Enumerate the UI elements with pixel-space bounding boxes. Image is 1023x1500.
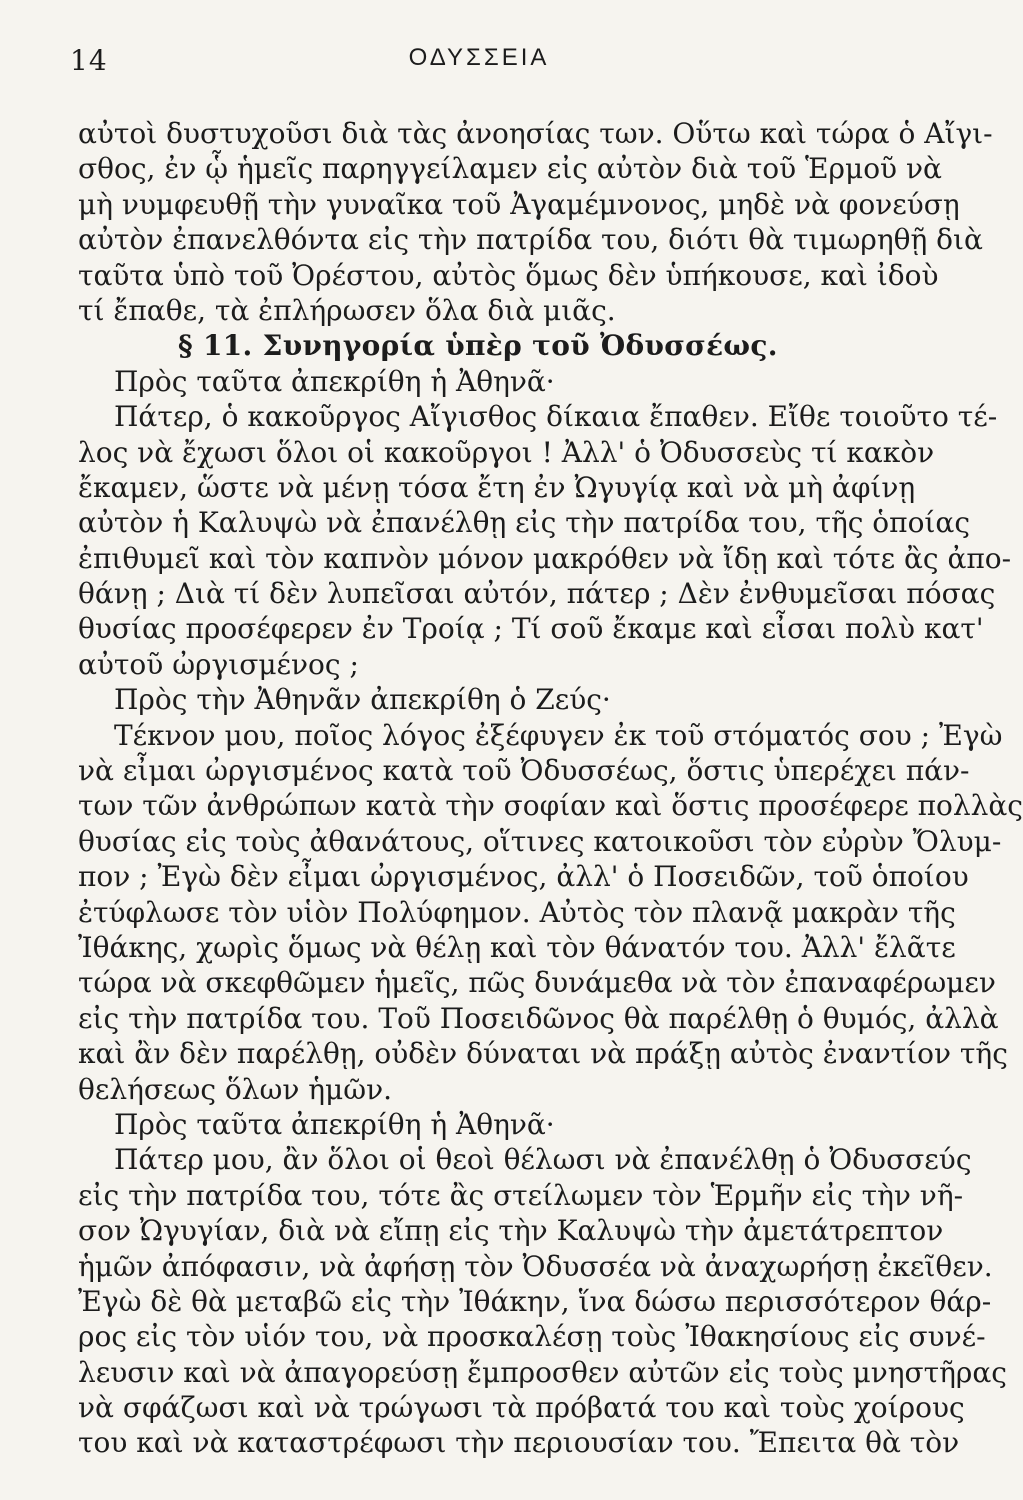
text-line: του καὶ νὰ καταστρέφωσι τὴν περιουσίαν του. Ἔπειτα θὰ τὸν [78,1426,960,1460]
text-line: θυσίας εἰς τοὺς ἀθανάτους, οἵτινες κατοικοῦσι τὸν εὐρὺν Ὄλυμ- [78,824,1002,858]
text-line: ρος εἰς τὸν υἱόν του, νὰ προσκαλέσῃ τοὺς Ἰθακησίους εἰς συνέ- [78,1320,986,1354]
text-line: θυσίας προσέφερεν ἐν Τροίᾳ ; Τί σοῦ ἔκαμε καὶ εἶσαι πολὺ κατ' [78,612,984,646]
text-line: εἰς τὴν πατρίδα του. Τοῦ Ποσειδῶνος θὰ παρέλθῃ ὁ θυμός, ἀλλὰ [78,1001,999,1035]
section-heading: § 11. Συνηγορία ὑπὲρ τοῦ Ὀδυσσέως. [178,329,778,363]
text-line: νὰ σφάζωσι καὶ νὰ τρώγωσι τὰ πρόβατά του καὶ τοὺς χοίρους [78,1391,965,1425]
text-line: Ἐγὼ δὲ θὰ μεταβῶ εἰς τὴν Ἰθάκην, ἵνα δώσω περισσότερον θάρ- [78,1284,992,1318]
text-line: λευσιν καὶ νὰ ἀπαγορεύσῃ ἔμπροσθεν αὐτῶν εἰς τοὺς μνηστῆρας [78,1355,1007,1389]
text-line: Πρὸς ταῦτα ἀπεκρίθη ἡ Ἀθηνᾶ· [114,1107,555,1141]
text-line: τί ἔπαθε, τὰ ἐπλήρωσεν ὅλα διὰ μιᾶς. [78,293,616,327]
text-line: πον ; Ἐγὼ δὲν εἶμαι ὠργισμένος, ἀλλ' ὁ Ποσειδῶν, τοῦ ὁποίου [78,860,969,894]
page-header [70,44,888,84]
text-line: αὐτοῦ ὠργισμένος ; [78,647,359,681]
page-number: 14 [70,44,108,77]
text-line: αὐτοὶ δυστυχοῦσι διὰ τὰς ἀνοησίας των. Οὕτω καὶ τώρα ὁ Αἴγι- [78,117,993,150]
text-line: σθος, ἐν ᾧ ἡμεῖς παρηγγείλαμεν εἰς αὐτὸν διὰ τοῦ Ἑρμοῦ νὰ [78,152,942,186]
text-line: θάνῃ ; Διὰ τί δὲν λυπεῖσαι αὐτόν, πάτερ ; Δὲν ἐνθυμεῖσαι πόσας [78,577,996,611]
text-line: μὴ νυμφευθῇ τὴν γυναῖκα τοῦ Ἀγαμέμνονος, μηδὲ νὰ φονεύσῃ [78,187,960,221]
text-line: καὶ ἂν δὲν παρέλθῃ, οὐδὲν δύναται νὰ πράξῃ αὐτὸς ἐναντίον τῆς [78,1037,1008,1071]
text-line: Τέκνον μου, ποῖος λόγος ἐξέφυγεν ἐκ τοῦ στόματός σου ; Ἐγὼ [114,718,1003,752]
text-line: αὐτὸν ἡ Καλυψὼ νὰ ἐπανέλθῃ εἰς τὴν πατρίδα του, τῆς ὁποίας [78,506,970,540]
text-line: Πρὸς τὴν Ἀθηνᾶν ἀπεκρίθη ὁ Ζεύς· [114,683,611,717]
text-line: λος νὰ ἔχωσι ὅλοι οἱ κακοῦργοι ! Ἀλλ' ὁ Ὀδυσσεὺς τί κακὸν [78,435,935,469]
text-line: Πάτερ, ὁ κακοῦργος Αἴγισθος δίκαια ἔπαθεν. Εἴθε τοιοῦτο τέ- [114,400,998,434]
text-line: τώρα νὰ σκεφθῶμεν ἡμεῖς, πῶς δυνάμεθα νὰ τὸν ἐπαναφέρωμεν [78,966,996,1000]
text-line: θελήσεως ὅλων ἡμῶν. [78,1072,393,1106]
text-line: ἔκαμεν, ὥστε νὰ μένῃ τόσα ἔτη ἐν Ὠγυγίᾳ καὶ νὰ μὴ ἀφίνῃ [78,470,916,504]
body-text [78,116,1023,1461]
text-line: Πάτερ μου, ἂν ὅλοι οἱ θεοὶ θέλωσι νὰ ἐπανέλθῃ ὁ Ὀδυσσεύς [114,1143,972,1177]
text-line: των τῶν ἀνθρώπων κατὰ τὴν σοφίαν καὶ ὅστις προσέφερε πολλὰς [78,789,1023,823]
text-line: Ἰθάκης, χωρὶς ὅμως νὰ θέλῃ καὶ τὸν θάνατόν του. Ἀλλ' ἔλᾶτε [78,930,956,964]
text-line: Πρὸς ταῦτα ἀπεκρίθη ἡ Ἀθηνᾶ· [114,364,555,398]
text-line: ταῦτα ὑπὸ τοῦ Ὀρέστου, αὐτὸς ὅμως δὲν ὑπήκουσε, καὶ ἰδοὺ [78,258,939,292]
running-title: ΟΔΥΣΣΕΙΑ [408,44,550,71]
text-line: σον Ὠγυγίαν, διὰ νὰ εἴπῃ εἰς τὴν Καλυψὼ τὴν ἀμετάτρεπτον [78,1214,944,1248]
text-line: εἰς τὴν πατρίδα του, τότε ἂς στείλωμεν τὸν Ἑρμῆν εἰς τὴν νῆ- [78,1178,964,1212]
text-line: ἐτύφλωσε τὸν υἱὸν Πολύφημον. Αὐτὸς τὸν πλανᾷ μακρὰν τῆς [78,895,956,929]
text-line: αὐτὸν ἐπανελθόντα εἰς τὴν πατρίδα του, διότι θὰ τιμωρηθῇ διὰ [78,223,983,257]
text-line: νὰ εἶμαι ὠργισμένος κατὰ τοῦ Ὀδυσσέως, ὅστις ὑπερέχει πάν- [78,754,970,788]
text-line: ἐπιθυμεῖ καὶ τὸν καπνὸν μόνον μακρόθεν νὰ ἴδῃ καὶ τότε ἂς ἀπο- [78,541,1012,575]
text-line: ἡμῶν ἀπόφασιν, νὰ ἀφήσῃ τὸν Ὀδυσσέα νὰ ἀναχωρήσῃ ἐκεῖθεν. [78,1249,993,1283]
